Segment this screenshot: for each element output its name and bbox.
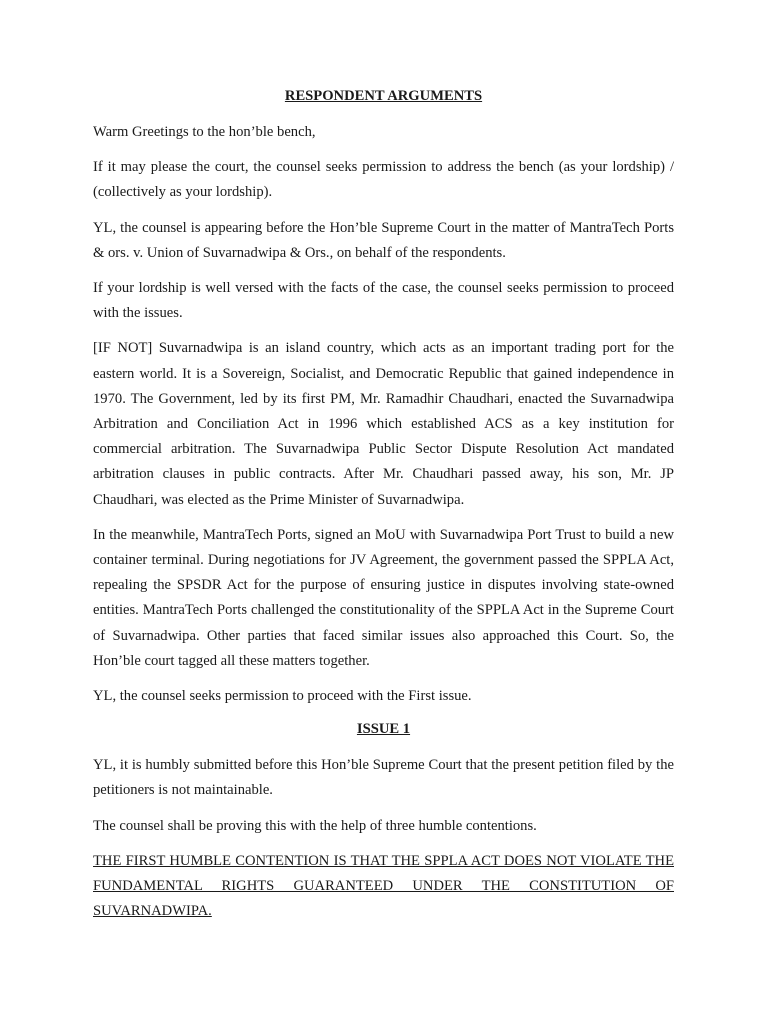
document-title: RESPONDENT ARGUMENTS — [284, 88, 483, 104]
facts-paragraph: [IF NOT] Suvarnadwipa is an island country, which acts as an important trading port for the eastern world. It is a Sovereign, Socialist, and Democratic Republic that gained independence in 1970. The Government, led by its first PM, Mr. Ramadhir Chaudhari, enacted the Suvarnadwipa Arbitration and Conciliation Act in 1996 which established ACS as a key institution for commercial arbitration. The Suvarnadwipa Public Sector Dispute Resolution Act mandated arbitration clauses in public contracts. After Mr. Chaudhari passed away, his son, Mr. JP Chaudhari, was elected as the Prime Minister of Suvarnadwipa. — [93, 340, 674, 508]
facts-permission-paragraph: If your lordship is well versed with the facts of the case, the counsel seeks permission to proceed with the issues. — [93, 280, 674, 322]
permission-paragraph: If it may please the court, the counsel seeks permission to address the bench (as your lordship) / (collectively as your lordship). — [93, 159, 674, 201]
first-contention: THE FIRST HUMBLE CONTENTION IS THAT THE SPPLA ACT DOES NOT VIOLATE THE FUNDAMENTAL RIGHTS GUARANTEED UNDER THE CONSTITUTION OF SUVARNADWIPA. — [93, 852, 674, 920]
proceed-paragraph: YL, the counsel seeks permission to proceed with the First issue. — [93, 688, 472, 705]
issue-submission-paragraph: YL, it is humbly submitted before this Hon’ble Supreme Court that the present petition filed by the petitioners is not maintainable. — [93, 757, 674, 799]
greeting-paragraph: Warm Greetings to the hon’ble bench, — [93, 124, 316, 140]
document-page — [93, 86, 674, 934]
appearance-paragraph: YL, the counsel is appearing before the Hon’ble Supreme Court in the matter of MantraTech Ports & ors. v. Union of Suvarnadwipa & Ors., on behalf of the respondents. — [93, 219, 674, 261]
background-paragraph: In the meanwhile, MantraTech Ports, signed an MoU with Suvarnadwipa Port Trust to build a new container terminal. During negotiations for JV Agreement, the government passed the SPPLA Act, repealing the SPSDR Act for the purpose of ensuring justice in disputes involving state-owned entities. MantraTech Ports challenged the constitutionality of the SPPLA Act in the Supreme Court of Suvarnadwipa. Other parties that faced similar issues also approached this Court. So, the Hon’ble court tagged all these matters together. — [93, 526, 674, 669]
contentions-intro-paragraph: The counsel shall be proving this with the help of three humble contentions. — [93, 817, 537, 834]
issue-heading: ISSUE 1 — [356, 721, 411, 738]
